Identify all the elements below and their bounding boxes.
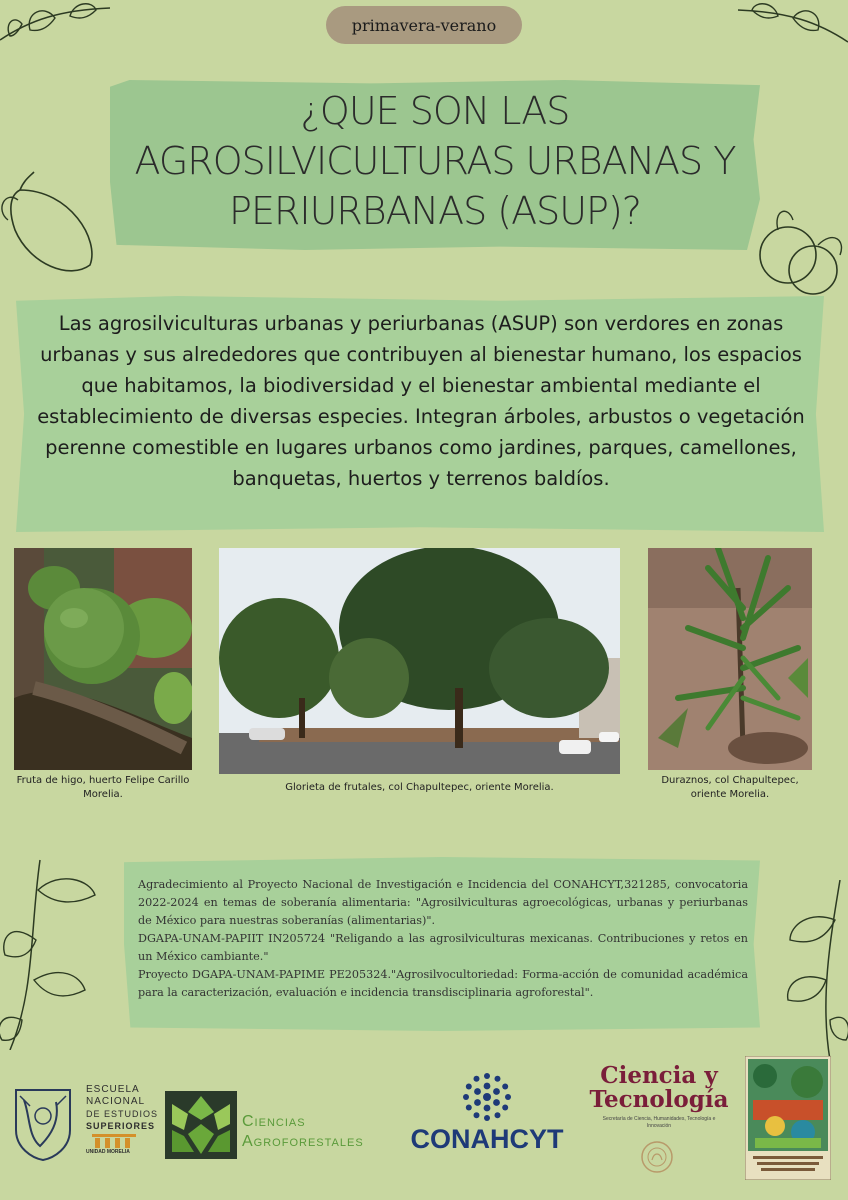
photo-peach-tree — [648, 548, 812, 770]
ciencia-tecnologia-logo: Ciencia y Tecnología — [589, 1062, 729, 1113]
photo-fig-fruit — [14, 548, 192, 770]
photo-caption: Fruta de higo, huerto Felipe Carillo Morelia. — [16, 775, 190, 800]
ciencias-agroforestales-logo-icon — [164, 1090, 238, 1160]
title-line: ¿QUE SON LAS — [300, 89, 570, 133]
photo-caption: Glorieta de frutales, col Chapultepec, oriente Morelia. — [285, 782, 554, 793]
decorative-leaves-left-icon — [0, 850, 110, 1050]
dragonfruit-illustration-icon — [748, 200, 848, 300]
decorative-leaves-top-left-icon — [0, 0, 120, 60]
project-poster-thumbnail-icon — [745, 1056, 831, 1180]
acknowledgement-paragraph: Proyecto DGAPA-UNAM-PAPIME PE205324."Agrosilvocultoriedad: Forma-acción de comunidad académica para la caracterización, evaluación e incidencia transdisciplinaria agroforestal". — [138, 968, 748, 999]
ciencia-tecnologia-subtitle: Secretaría de Ciencia, Humanidades, Tecnología e Innovación — [602, 1116, 716, 1129]
enes-logo: ESCUELA NACIONAL DE ESTUDIOS SUPERIORES UNIDAD MORELIA — [86, 1084, 159, 1155]
enes-columns-icon — [92, 1134, 136, 1148]
conahcyt-text: CONAHCYT — [410, 1124, 564, 1154]
season-badge: primavera-verano — [326, 6, 522, 44]
acknowledgements-text — [138, 876, 748, 1002]
description-text: Las agrosilviculturas urbanas y periurbanas (ASUP) son verdores en zonas urbanas y sus alrededores que contribuyen al bienestar humano, los espacios que habitamos, la biodiversidad y el bienestar ambiental mediante el establecimiento de diversas especies. Integran árboles, arbustos o vegetación perenne comestible en lugares urbanos como jardines, parques, camellones, banquetas, huertos y terrenos baldíos. — [37, 312, 805, 490]
acknowledgement-paragraph: Agradecimiento al Proyecto Nacional de Investigación e Incidencia del CONAHCYT,321285, convocatoria 2022-2024 en temas de soberanía alimentaria: "Agrosilviculturas agroecológicas, urbanas y periurbanas de México para nuestras soberanías (alimentarias)". — [138, 878, 748, 927]
ciencias-agroforestales-text: Ciencias Agroforestales — [242, 1113, 364, 1150]
decorative-leaves-right-icon — [760, 880, 848, 1060]
unam-seal-icon — [10, 1086, 76, 1162]
decorative-leaves-top-right-icon — [730, 0, 848, 60]
mexico-seal-icon — [640, 1140, 674, 1174]
mango-illustration-icon — [0, 170, 110, 280]
conahcyt-dots-icon — [456, 1066, 518, 1128]
photo-fruit-roundabout — [219, 548, 620, 774]
photo-caption: Duraznos, col Chapultepec, oriente Morelia. — [661, 775, 799, 800]
acknowledgement-paragraph: DGAPA-UNAM-PAPIIT IN205724 "Religando a las agrosilviculturas mexicanas. Contribuciones y retos en un México cambiante." — [138, 932, 748, 963]
title-line: AGROSILVICULTURAS URBANAS Y — [134, 139, 736, 183]
title-line: PERIURBANAS (ASUP)? — [229, 189, 641, 233]
page-title — [110, 86, 760, 236]
